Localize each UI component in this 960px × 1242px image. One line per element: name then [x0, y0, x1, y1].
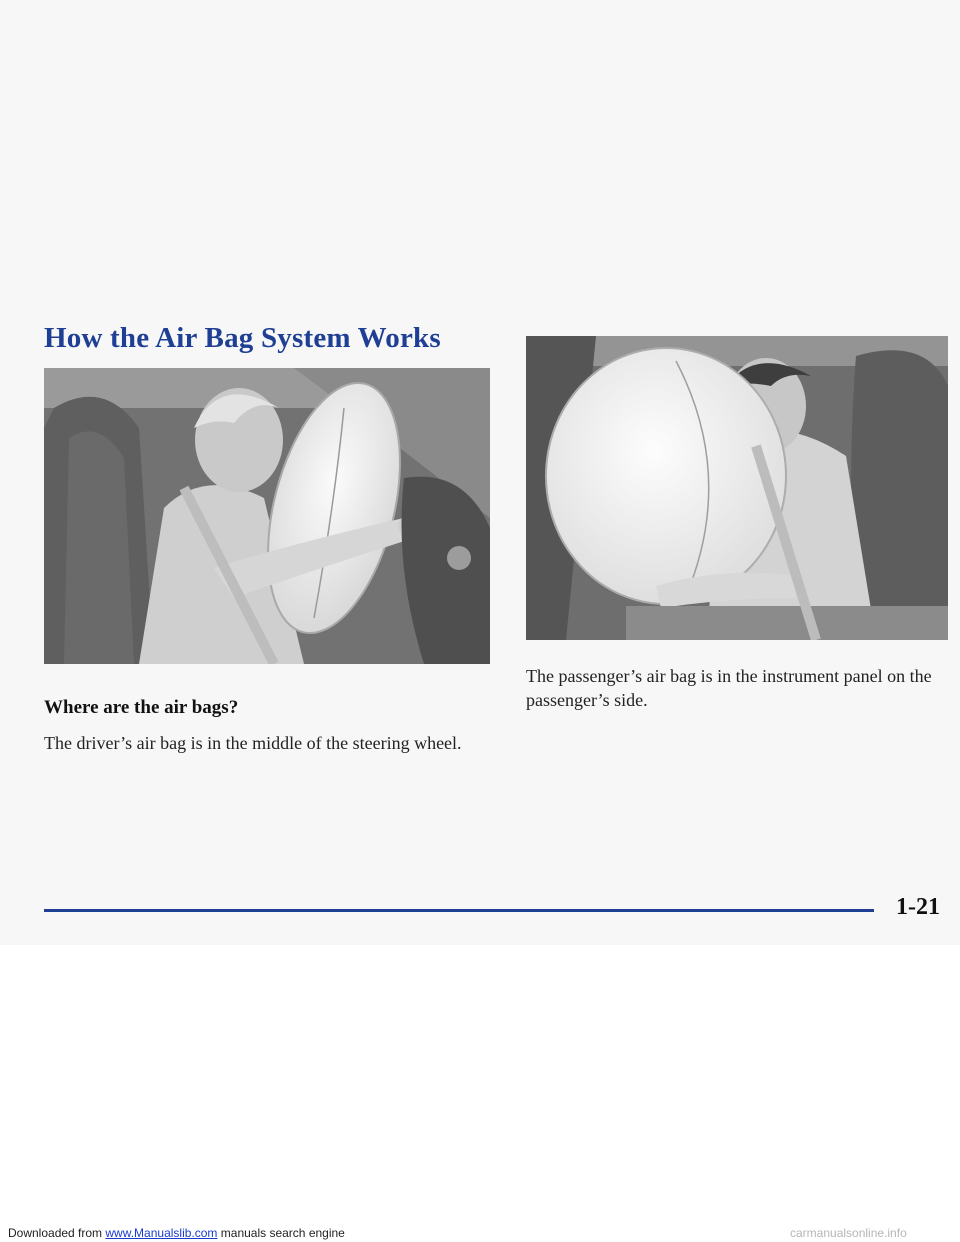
question-heading: Where are the air bags?: [44, 697, 239, 718]
footer-rule: [44, 909, 874, 912]
footer-prefix: Downloaded from: [8, 1226, 106, 1240]
section-title: How the Air Bag System Works: [44, 322, 441, 354]
page-number: 1-21: [896, 894, 940, 920]
footer-suffix: manuals search engine: [217, 1226, 345, 1240]
passenger-airbag-illustration: [526, 336, 948, 640]
passenger-airbag-text: The passenger’s air bag is in the instrument panel on the passenger’s side.: [526, 666, 932, 710]
manualslib-link[interactable]: www.Manualslib.com: [105, 1226, 218, 1240]
driver-airbag-text: The driver’s air bag is in the middle of the steering wheel.: [44, 733, 462, 753]
watermark: carmanualsonline.info: [790, 1226, 907, 1240]
driver-airbag-illustration: [44, 368, 490, 664]
download-footer: [8, 1226, 345, 1240]
